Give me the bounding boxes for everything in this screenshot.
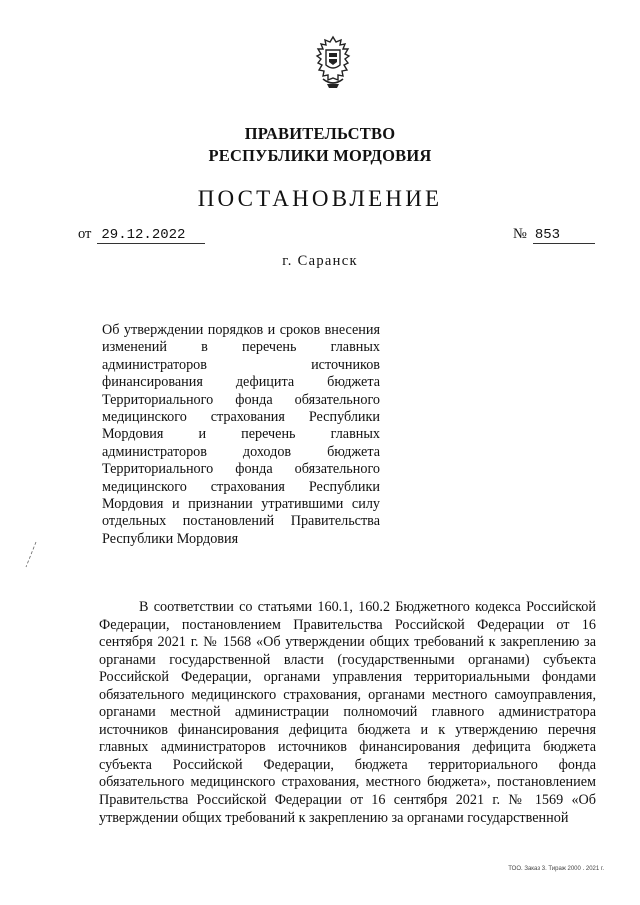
number-value: 853 <box>533 227 595 244</box>
date-prefix: от <box>78 226 92 242</box>
number-prefix: № <box>513 226 527 242</box>
document-subject: Об утверждении порядков и сроков внесения изменений в перечень главных администраторов источников финансирования дефицита бюджета Территориального фонда обязательного медицинского страхования Республики Мордовия и перечень главных администраторов доходов бюджета Территориального фонда обязательного медицинского страхования Республики Мордовия и признании утратившими силу отдельных постановлений Правительства Республики Мордовия <box>102 322 380 547</box>
org-name-line2: РЕСПУБЛИКИ МОРДОВИЯ <box>208 146 432 165</box>
print-code: ТОО. Заказ 3. Тираж 2000 . 2021 г. <box>508 866 604 872</box>
city: г. Саранск <box>282 253 358 269</box>
date-field <box>78 226 205 244</box>
body-paragraph: В соответствии со статьями 160.1, 160.2 Бюджетного кодекса Российской Федерации, постановлением Правительства Российской Федерации от 16 сентября 2021 г. № 1568 «Об утверждении общих требований к закреплению за органами государственной власти (государственными органами) субъекта Российской Федерации, органами управления территориальными фондами обязательного медицинского страхования, органами местного самоуправления, органами местной администрации полномочий главного администратора источников финансирования дефицита бюджета и к утверждению перечня главных администраторов источников финансирования дефицита бюджета субъекта Российской Федерации, бюджета территориального фонда обязательного медицинского страхования, местного бюджета», постановлением Правительства Российской Федерации от 16 сентября 2021 г. № 1569 «Об утверждении общих требований к закреплению за органами государственной <box>99 599 596 826</box>
document-type: ПОСТАНОВЛЕНИЕ <box>197 186 443 211</box>
number-field <box>513 226 595 244</box>
coat-of-arms-icon <box>313 35 353 91</box>
pen-mark-icon <box>20 540 40 570</box>
date-value: 29.12.2022 <box>97 227 205 244</box>
org-name-line1: ПРАВИТЕЛЬСТВО <box>244 124 396 143</box>
